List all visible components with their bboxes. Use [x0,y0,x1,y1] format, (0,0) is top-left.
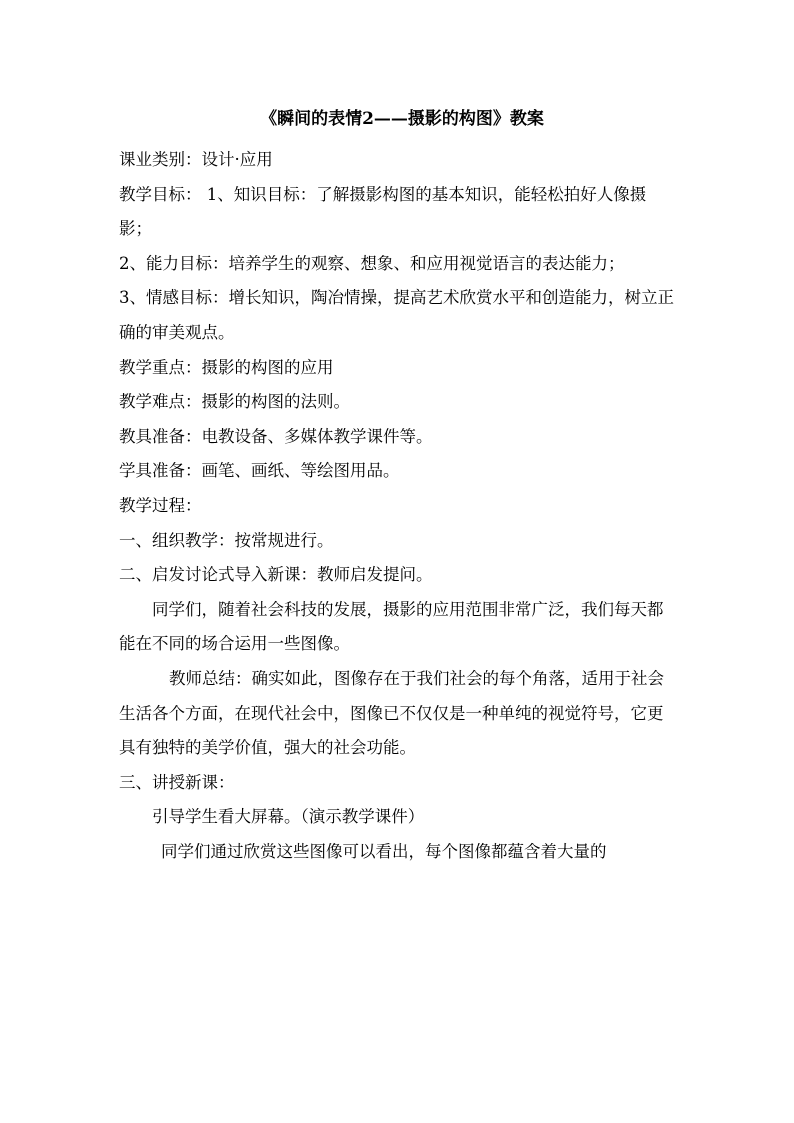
teaching-key-point: 教学重点：摄影的构图的应用 [119,357,334,377]
course-category: 课业类别：设计·应用 [119,150,273,169]
students-paragraph: 同学们，随着社会科技的发展，摄影的应用范围非常广泛，我们每天都能在不同的场合运用一些图像。 [119,599,664,654]
teaching-process-heading: 教学过程： [119,495,202,515]
appreciation-paragraph: 同学们通过欣赏这些图像可以看出，每个图像都蕴含着大量的 [161,841,607,861]
guide-students-paragraph: 引导学生看大屏幕。（演示教学课件） [152,807,425,827]
section-two: 二、启发讨论式导入新课：教师启发提问。 [119,565,433,585]
teaching-aids: 教具准备：电教设备、多媒体教学课件等。 [119,426,433,446]
section-one: 一、组织教学：按常规进行。 [119,530,334,550]
teaching-objectives: 教学目标： 1、知识目标：了解摄影构图的基本知识，能轻松拍好人像摄影； [119,184,647,239]
section-three: 三、讲授新课： [119,772,235,792]
document-title: 《瞬间的表情2——摄影的构图》教案 [260,109,544,129]
teaching-difficulty: 教学难点：摄影的构图的法则。 [119,392,350,412]
ability-objective: 2、能力目标：培养学生的观察、想象、和应用视觉语言的表达能力； [119,253,625,273]
emotional-objective: 3、情感目标：增长知识，陶冶情操，提高艺术欣赏水平和创造能力，树立正确的审美观点。 [119,288,674,342]
student-materials: 学具准备：画笔、画纸、等绘图用品。 [119,461,400,481]
document-body [119,104,679,869]
teacher-summary-paragraph: 教师总结：确实如此，图像存在于我们社会的每个角落，适用于社会生活各个方面，在现代社会中，图像已不仅仅是一种单纯的视觉符号，它更具有独特的美学价值，强大的社会功能。 [119,668,664,758]
